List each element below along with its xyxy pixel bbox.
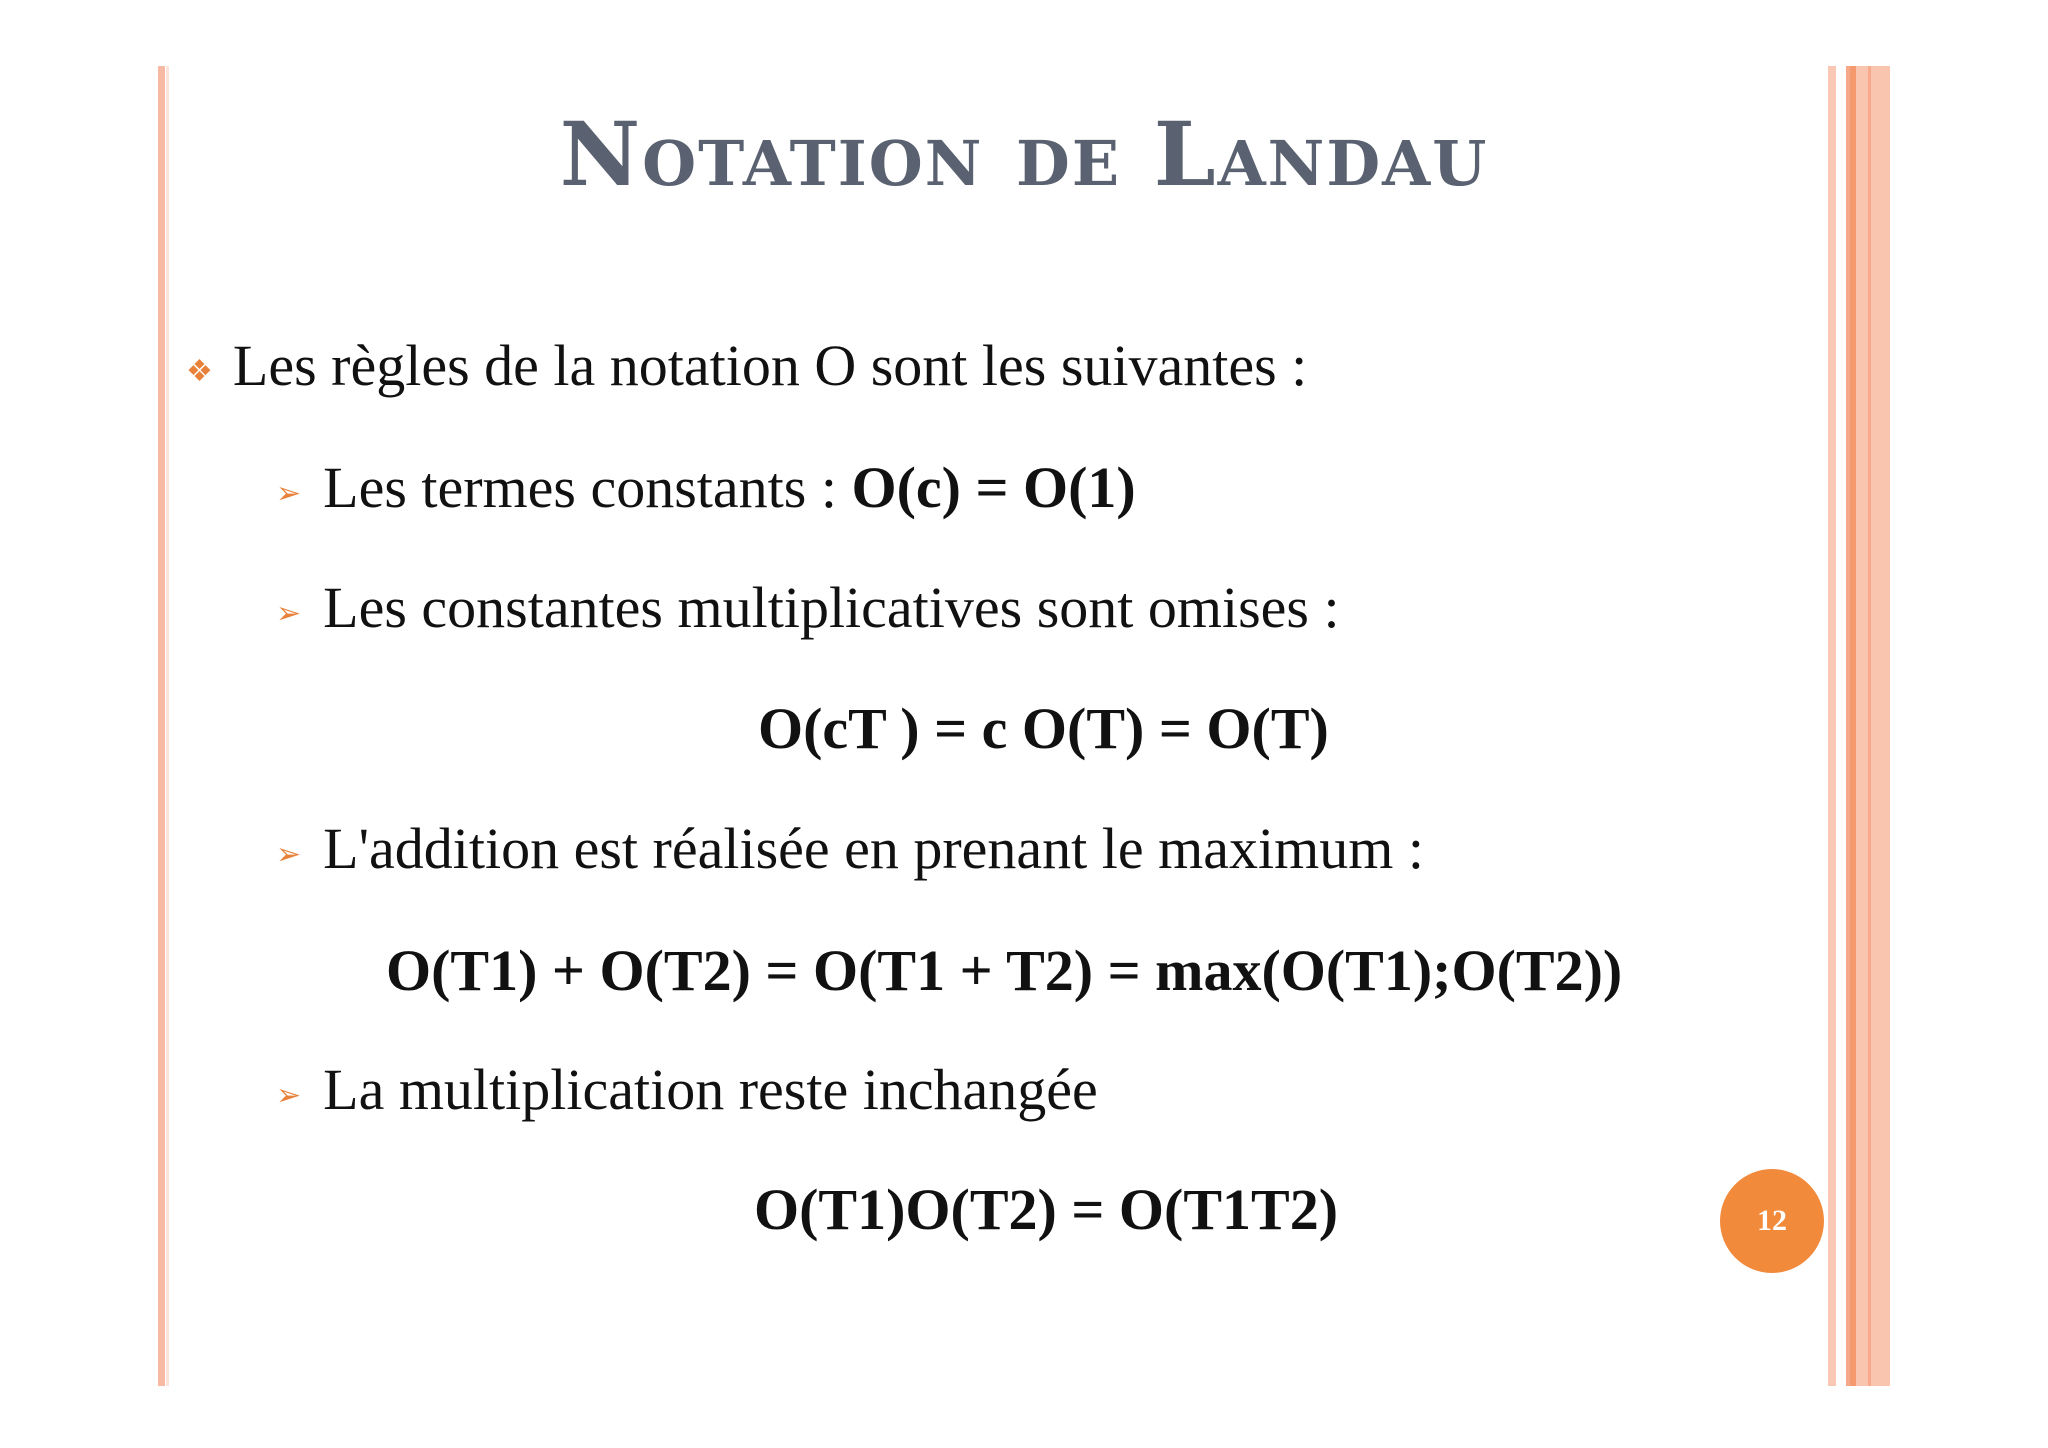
rule-text: L'addition est réalisée en prenant le maximum : (323, 816, 1424, 881)
rule-text: Les termes constants : (323, 455, 852, 520)
right-border-band-line (1868, 66, 1871, 1386)
rule-item (276, 453, 1136, 529)
rule-formula: O(T1) + O(T2) = O(T1 + T2) = max(O(T1);O(T2)) (386, 938, 1623, 1003)
rule-formula: O(T1)O(T2) = O(T1T2) (754, 1177, 1339, 1242)
page-number-badge: 12 (1720, 1169, 1824, 1273)
diamond-bullet-icon: ❖ (186, 354, 213, 388)
rule-inline-formula: O(c) = O(1) (851, 455, 1136, 520)
intro-text: Les règles de la notation O sont les suivantes : (232, 333, 1308, 398)
arrow-bullet-icon: ➢ (276, 837, 302, 871)
right-border-stripe (1828, 66, 1836, 1386)
left-border-stripe (158, 66, 165, 1386)
right-border-band (1856, 66, 1890, 1386)
left-border-stripe-light (166, 66, 169, 1386)
rule-item (276, 1055, 1098, 1131)
rule-text: Les constantes multiplicatives sont omises : (323, 575, 1340, 640)
slide-title: Notation de Landau (559, 102, 1489, 206)
rule-item (276, 814, 1424, 890)
arrow-bullet-icon: ➢ (276, 476, 302, 510)
rule-text: La multiplication reste inchangée (323, 1057, 1098, 1122)
arrow-bullet-icon: ➢ (276, 1078, 302, 1112)
intro-line (186, 331, 1307, 407)
rule-formula: O(cT ) = c O(T) = O(T) (758, 696, 1329, 761)
arrow-bullet-icon: ➢ (276, 596, 302, 630)
rule-item (276, 573, 1340, 649)
